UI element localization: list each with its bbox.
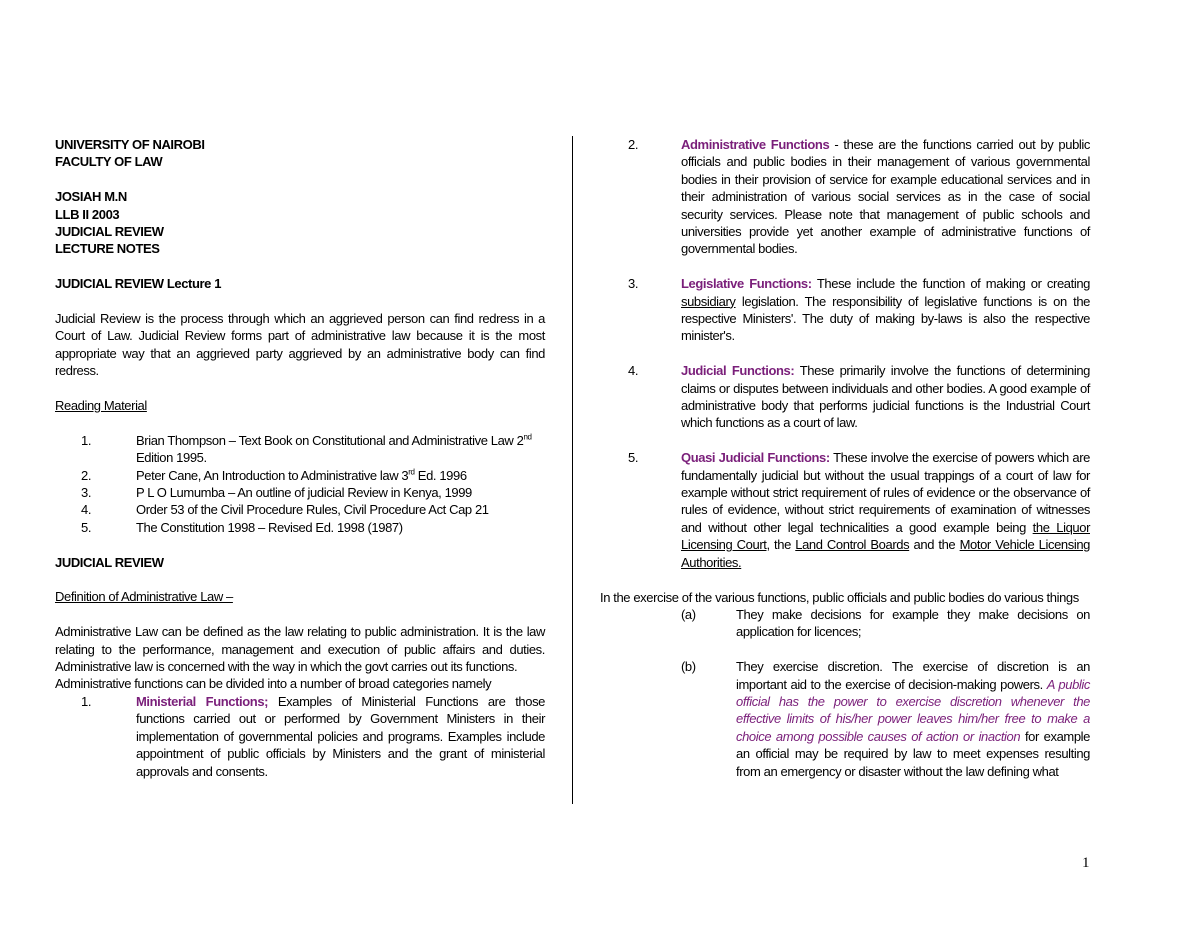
exercise-item-b: (b) They exercise discretion. The exercise of discretion is an important aid to the exercise of decision-making powers. A public official has the power to exercise discretion whenever the effective limits of his/her power leaves him/her free to make a choice among possible causes of action or inaction for example an official may be required by law to meet expenses resulting from an emergency or disaster without the law defining what	[681, 659, 1090, 779]
reading-list	[55, 432, 545, 536]
definition-categories: Administrative functions can be divided into a number of broad categories namely	[55, 676, 492, 692]
list-item: 4. Order 53 of the Civil Procedure Rules, Civil Procedure Act Cap 21	[81, 502, 489, 518]
definition-heading: Definition of Administrative Law –	[55, 589, 233, 605]
list-item: 2. Peter Cane, An Introduction to Administrative law 3rd Ed. 1996	[81, 467, 467, 483]
faculty-name: FACULTY OF LAW	[55, 154, 163, 170]
university-name: UNIVERSITY OF NAIROBI	[55, 137, 205, 152]
function-item-judicial: 4. Judicial Functions: These primarily involve the functions of determining claims or disputes between individuals and other bodies. A good example of administrative body that performs judicial functions is the Industrial Court which functions as a court of law.	[628, 363, 1090, 431]
list-item: 3. P L O Lumumba – An outline of judicial Review in Kenya, 1999	[81, 485, 472, 501]
doc-type: LECTURE NOTES	[55, 241, 160, 257]
function-title: Legislative Functions:	[681, 276, 812, 292]
function-title: Administrative Functions	[681, 137, 830, 152]
course-code: LLB II 2003	[55, 206, 120, 222]
right-column	[600, 136, 1090, 780]
reading-heading: Reading Material	[55, 398, 147, 414]
section-heading: JUDICIAL REVIEW	[55, 554, 164, 570]
function-item-legislative: 3. Legislative Functions: These include the function of making or creating subsidiary legislation. The responsibility of legislative functions is on the respective Ministers'. The duty of making by-laws is also the respective minister's.	[628, 276, 1090, 344]
definition-paragraph: Administrative Law can be defined as the law relating to public administration. It is the law relating to the performance, management and execution of public affairs and duties. Administrative law is concerned with the way in which the govt carries out its functions.	[55, 624, 545, 675]
function-title: Judicial Functions:	[681, 363, 795, 379]
function-title: Quasi Judicial Functions:	[681, 450, 830, 466]
function-item-administrative: 2. Administrative Functions - these are the functions carried out by public officials and public bodies in their management of various governmental bodies in their provision of service for example educational services and in their administration of various social services as in the case of social security services. Please note that management of public schools and universities provide yet another example of administrative functions of governmental bodies.	[628, 137, 1090, 257]
intro-paragraph: Judicial Review is the process through which an aggrieved person can find redress in a Court of Law. Judicial Review forms part of administrative law because it is the most appropriate way that an aggrieved party aggrieved by an administrative body can find redress.	[55, 311, 545, 379]
lecture-title: JUDICIAL REVIEW Lecture 1	[55, 276, 222, 292]
function-title: Ministerial Functions;	[136, 693, 269, 709]
page-number: 1	[1082, 855, 1090, 871]
author-name: JOSIAH M.N	[55, 189, 127, 205]
column-divider	[572, 136, 573, 804]
list-item: 5. The Constitution 1998 – Revised Ed. 1998 (1987)	[81, 519, 403, 535]
subject-title: JUDICIAL REVIEW	[55, 224, 164, 240]
exercise-item-a: (a) They make decisions for example they make decisions on application for licences;	[681, 606, 1090, 640]
list-item: 1. Brian Thompson – Text Book on Constitutional and Administrative Law 2nd Edition 1995.	[81, 432, 532, 466]
left-column	[55, 136, 545, 780]
function-item-ministerial: 1. Ministerial Functions; Examples of Ministerial Functions are those functions carried out or performed by Government Ministers in their implementation of governmental policies and programs. Examples include appointment of public officials by Ministers and the grant of ministerial approvals and consents.	[81, 693, 545, 779]
function-item-quasi-judicial: 5. Quasi Judicial Functions: These involve the exercise of powers which are fundamentally judicial but without the usual trappings of a court of law for example without strict requirement of rules of evidence or the observance of rules of evidence, without strict requirements of examination of witnesses and without other legal technicalities a good example being the Liquor Licensing Court, the Land Control Boards and the Motor Vehicle Licensing Authorities.	[628, 450, 1090, 570]
exercise-intro: In the exercise of the various functions, public officials and public bodies do various things	[600, 589, 1079, 605]
